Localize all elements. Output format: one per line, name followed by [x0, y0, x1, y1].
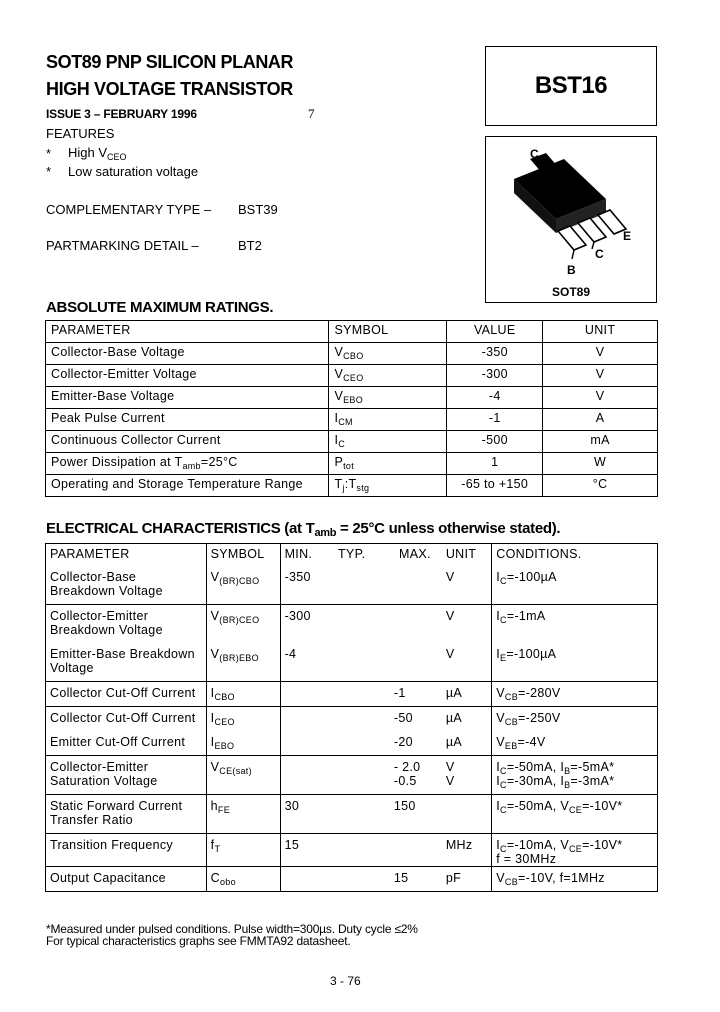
elec-row — [46, 794, 658, 833]
partmarking-value: BT2 — [238, 238, 262, 253]
unit-cell: µA — [442, 706, 492, 731]
value-cell: -300 — [447, 365, 543, 387]
parameter-cell: Peak Pulse Current — [46, 409, 329, 431]
feature-bullet-1: * — [46, 146, 52, 161]
symbol-cell: $f_T$ — [206, 833, 280, 866]
issue-line: ISSUE 3 – FEBRUARY 1996 — [46, 107, 197, 121]
typ-cell — [334, 643, 388, 682]
unit-cell: V — [445, 646, 455, 661]
issue-mark: 7 — [308, 106, 315, 121]
symbol-cell: $I_{CEO}$ — [206, 706, 280, 731]
max-cell: -20 — [393, 734, 413, 749]
min-cell — [280, 681, 334, 706]
elec-row — [46, 731, 658, 756]
unit-cell: V — [442, 604, 492, 643]
abs-max-header-cell: PARAMETER — [46, 321, 329, 343]
feature-item-2: Low saturation voltage — [68, 164, 199, 179]
parameter-cell: Transition Frequency — [46, 833, 207, 866]
symbol-cell: $C_{obo}$ — [206, 866, 280, 891]
conditions-cell — [492, 706, 658, 731]
elec-header-cell: PARAMETER — [46, 544, 207, 566]
parameter-cell: Collector Cut-Off Current — [46, 681, 207, 706]
symbol-cell: $I_{CM}$ — [329, 409, 447, 431]
condition-line: $V_{CB}=-10V$, f=1MHz — [496, 870, 605, 887]
abs-max-header-cell: VALUE — [447, 321, 543, 343]
unit-cell: V — [543, 365, 658, 387]
lead-e — [598, 210, 626, 234]
symbol-cell: $I_C$ — [329, 431, 447, 453]
symbol-cell: $V_{(BR)CEO}$ — [206, 604, 280, 643]
condition-line: f = 30MHz — [496, 851, 557, 866]
conditions-cell — [492, 643, 658, 682]
sot89-package-drawing — [486, 137, 656, 302]
elec-row — [46, 833, 658, 866]
abs-max-row — [46, 365, 658, 387]
abs-max-row — [46, 431, 658, 453]
lead-b — [558, 226, 586, 250]
max-cell — [388, 566, 442, 605]
lead-c — [578, 218, 606, 242]
typ-cell — [334, 604, 388, 643]
parameter-cell: Static Forward Current Transfer Ratio — [46, 794, 207, 833]
parameter-cell: Emitter-Base Breakdown Voltage — [46, 643, 207, 682]
parameter-cell: Operating and Storage Temperature Range — [46, 475, 329, 497]
conditions-cell — [492, 731, 658, 756]
value-cell: -1 — [447, 409, 543, 431]
min-cell — [280, 866, 334, 891]
conditions-cell — [492, 833, 658, 866]
typ-cell — [334, 731, 388, 756]
symbol-cell: $I_{EBO}$ — [206, 731, 280, 756]
title-line-1: SOT89 PNP SILICON PLANAR — [46, 52, 294, 72]
abs-max-row — [46, 409, 658, 431]
conditions-cell — [492, 566, 658, 605]
abs-max-heading: ABSOLUTE MAXIMUM RATINGS. — [46, 299, 274, 316]
abs-max-table — [45, 320, 658, 497]
abs-max-row — [46, 453, 658, 475]
typ-cell — [334, 706, 388, 731]
unit-cell: V — [543, 387, 658, 409]
feature-bullet-2: * — [46, 164, 52, 179]
pin-label-c-top: C — [530, 147, 539, 161]
abs-max-row — [46, 475, 658, 497]
unit-cell: MHz — [442, 833, 492, 866]
max-cell: 15 — [388, 866, 442, 891]
unit-cell: µA — [442, 681, 492, 706]
min-cell — [280, 731, 334, 756]
elec-row — [46, 566, 658, 605]
elec-header-cell: MIN. — [280, 544, 334, 566]
parameter-cell: Collector-Emitter Breakdown Voltage — [46, 604, 207, 643]
title-line-2: HIGH VOLTAGE TRANSISTOR — [46, 79, 293, 99]
footnote-graphs: For typical characteristics graphs see FMMTA92 datasheet. — [46, 934, 351, 948]
condition-line: $V_{EB}=-4V$ — [496, 734, 546, 751]
symbol-cell: $h_{FE}$ — [206, 794, 280, 833]
min-cell: 15 — [280, 833, 334, 866]
elec-header-cell: CONDITIONS. — [492, 544, 658, 566]
unit-cell: µA — [445, 734, 462, 749]
parameter-cell: Collector-Base Breakdown Voltage — [46, 566, 207, 605]
abs-max-row — [46, 387, 658, 409]
unit-cell: °C — [543, 475, 658, 497]
typ-cell — [334, 755, 388, 794]
parameter-cell: Emitter-Base Voltage — [46, 387, 329, 409]
condition-line: $I_C=-50mA$, $V_{CE}=-10V*$ — [496, 798, 623, 815]
value-cell: -350 — [447, 343, 543, 365]
abs-max-header-cell: UNIT — [543, 321, 658, 343]
condition-line: $V_{CB}=-250V$ — [496, 710, 561, 727]
abs-max-row — [46, 343, 658, 365]
elec-header-cell: SYMBOL — [206, 544, 280, 566]
parameter-cell: Output Capacitance — [46, 866, 207, 891]
min-cell: -350 — [284, 569, 311, 584]
value-cell: -500 — [447, 431, 543, 453]
condition-line: $I_C=-100\mu A$ — [496, 569, 557, 586]
elec-row — [46, 643, 658, 682]
parameter-cell: Collector Cut-Off Current — [46, 706, 207, 731]
parameter-cell: Collector-Base Voltage — [46, 343, 329, 365]
parameter-cell: Power Dissipation at $T_{amb}=25^\circ C$ — [46, 453, 329, 475]
unit-cell — [442, 794, 492, 833]
conditions-cell — [492, 604, 658, 643]
symbol-cell: $V_{(BR)EBO}$ — [206, 643, 280, 682]
symbol-cell: $V_{CE(sat)}$ — [206, 755, 280, 794]
unit-cell: W — [543, 453, 658, 475]
symbol-cell: $P_{tot}$ — [329, 453, 447, 475]
value-cell: -65 to +150 — [447, 475, 543, 497]
condition-line: $I_C=-10mA$, $V_{CE}=-10V*$ — [496, 837, 623, 854]
symbol-cell: $T_j:T_{stg}$ — [329, 475, 447, 497]
abs-max-header-cell: SYMBOL — [329, 321, 447, 343]
elec-row — [46, 681, 658, 706]
package-box — [485, 136, 657, 303]
pin-label-c: C — [595, 247, 604, 261]
max-cell — [388, 604, 442, 643]
symbol-cell: $V_{EBO}$ — [329, 387, 447, 409]
min-cell: -300 — [280, 604, 334, 643]
parameter-cell: Collector-Emitter Voltage — [46, 365, 329, 387]
symbol-cell: $V_{CEO}$ — [329, 365, 447, 387]
symbol-cell: $V_{(BR)CBO}$ — [206, 566, 280, 605]
elec-header-row — [46, 544, 658, 566]
unit-cell: V V — [442, 755, 492, 794]
max-cell — [388, 643, 442, 682]
unit-cell: V — [543, 343, 658, 365]
value-cell: -4 — [447, 387, 543, 409]
condition-line: $V_{CB}=-280V$ — [496, 685, 561, 702]
typ-cell — [334, 681, 388, 706]
elec-row — [46, 604, 658, 643]
unit-cell: mA — [543, 431, 658, 453]
max-cell: - 2.0 -0.5 — [388, 755, 442, 794]
value-cell: 1 — [447, 453, 543, 475]
parameter-cell: Continuous Collector Current — [46, 431, 329, 453]
page-number: 3 - 76 — [330, 974, 361, 988]
features-heading: FEATURES — [46, 126, 115, 141]
elec-header-cell: TYP. — [334, 544, 388, 566]
unit-cell: A — [543, 409, 658, 431]
min-cell — [280, 706, 334, 731]
condition-line: $I_C=-50mA$, $I_B=-5mA*$ — [496, 759, 615, 776]
min-cell: -4 — [284, 646, 297, 661]
elec-heading: ELECTRICAL CHARACTERISTICS (at $T_{amb} = 25^\circ C$ unless otherwise stated). — [46, 520, 561, 539]
condition-line: $I_C=-1mA$ — [496, 608, 546, 625]
part-number-box — [485, 46, 657, 126]
partmarking-label: PARTMARKING DETAIL – — [46, 238, 199, 253]
unit-cell: V — [445, 569, 455, 584]
symbol-cell: $I_{CBO}$ — [206, 681, 280, 706]
min-cell — [280, 755, 334, 794]
pin-label-b: B — [567, 263, 576, 277]
elec-row — [46, 866, 658, 891]
max-cell — [388, 833, 442, 866]
unit-cell: pF — [442, 866, 492, 891]
typ-cell — [334, 866, 388, 891]
elec-header-cell: UNIT — [442, 544, 492, 566]
footnote-pulsed: *Measured under pulsed conditions. Pulse width=300µs. Duty cycle ≤2% — [46, 922, 418, 936]
typ-cell — [334, 833, 388, 866]
conditions-cell — [492, 681, 658, 706]
min-cell: 30 — [280, 794, 334, 833]
parameter-cell: Collector-Emitter Saturation Voltage — [46, 755, 207, 794]
conditions-cell — [492, 866, 658, 891]
conditions-cell — [492, 755, 658, 794]
conditions-cell — [492, 794, 658, 833]
max-cell: 150 — [388, 794, 442, 833]
typ-cell — [334, 566, 388, 605]
elec-row — [46, 706, 658, 731]
package-name: SOT89 — [551, 285, 590, 299]
max-cell: -50 — [388, 706, 442, 731]
elec-row — [46, 755, 658, 794]
max-cell: -1 — [388, 681, 442, 706]
symbol-cell: $V_{CBO}$ — [329, 343, 447, 365]
parameter-cell: Emitter Cut-Off Current — [46, 731, 207, 756]
typ-cell — [334, 794, 388, 833]
elec-table — [45, 543, 658, 892]
complementary-label: COMPLEMENTARY TYPE – — [46, 202, 212, 217]
complementary-value: BST39 — [238, 202, 278, 217]
abs-max-header-row — [46, 321, 658, 343]
pin-label-e: E — [623, 229, 632, 243]
condition-line: $I_E=-100\mu A$ — [496, 646, 557, 663]
feature-item-1: High $V_{CEO}$ — [68, 145, 127, 162]
condition-line: $I_C=-30mA$, $I_B=-3mA*$ — [496, 773, 615, 790]
part-number: BST16 — [534, 72, 608, 99]
elec-header-cell: MAX. — [388, 544, 442, 566]
